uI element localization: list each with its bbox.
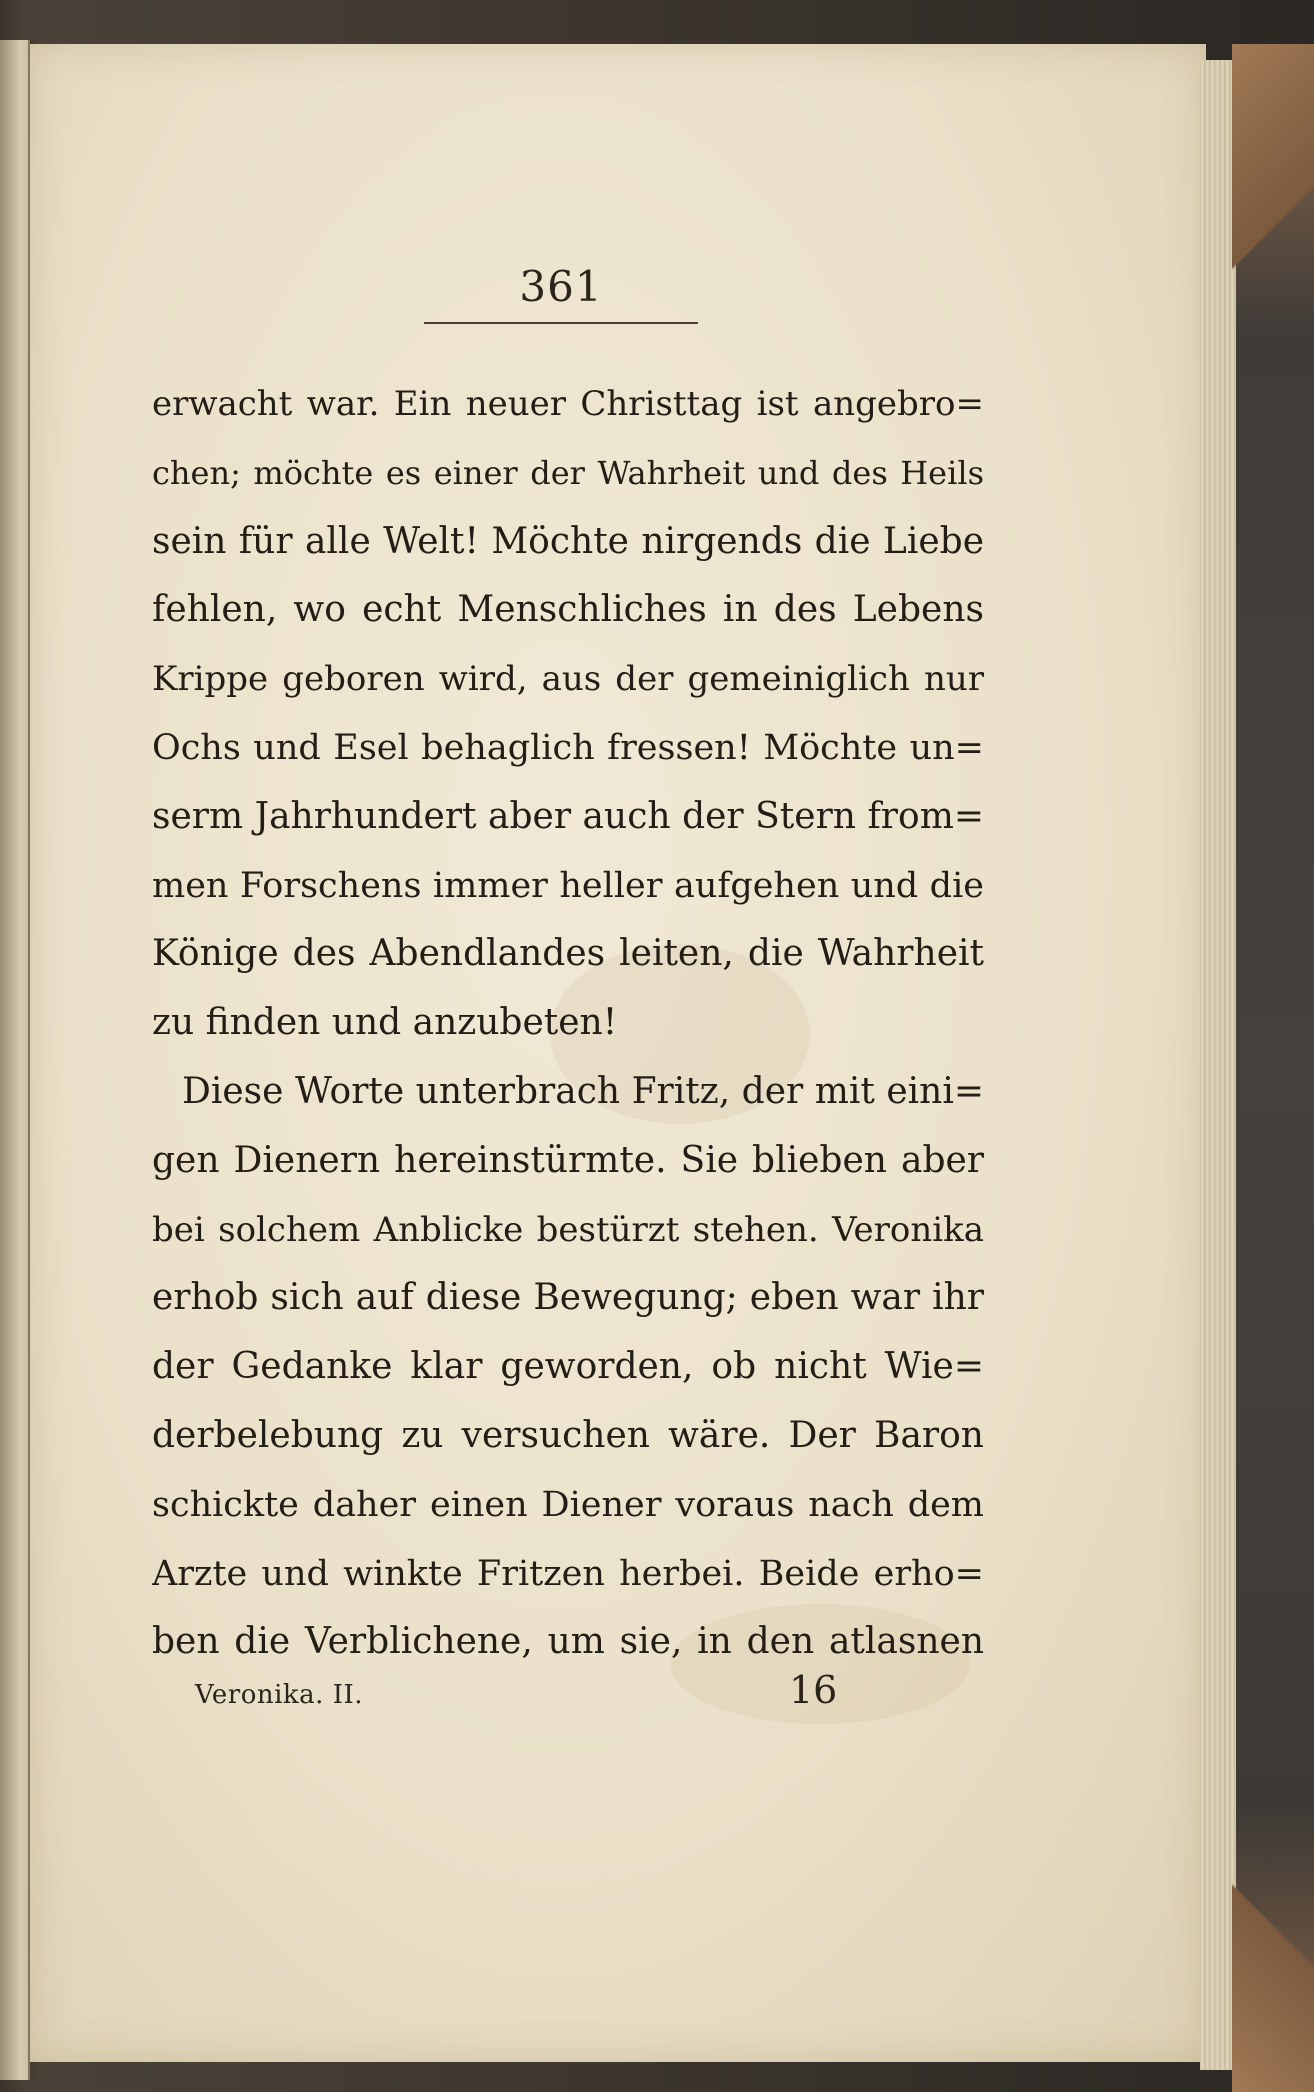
header-rule — [424, 322, 698, 324]
text-line: erwacht war. Ein neuer Christtag ist angebro= — [152, 384, 984, 424]
text-line: Ochs und Esel behaglich fressen! Möchte un= — [152, 727, 984, 768]
text-line: fehlen, wo echt Menschliches in des Lebens — [152, 589, 984, 631]
text-line: erhob sich auf diese Bewegung; eben war ihr — [152, 1277, 984, 1319]
text-line: Könige des Abendlandes leiten, die Wahrheit — [152, 933, 984, 975]
text-line: zu finden und anzubeten! — [152, 1002, 618, 1044]
page-footer — [195, 1666, 838, 1722]
text-line: ben die Verblichene, um sie, in den atlasnen — [152, 1621, 984, 1663]
page-edges — [1200, 60, 1238, 2070]
signature-mark: Veronika. II. — [195, 1680, 364, 1710]
text-line: chen; möchte es einer der Wahrheit und des Heils — [152, 453, 984, 492]
text-line-paragraph-start: Diese Worte unterbrach Fritz, der mit eini= — [182, 1070, 984, 1112]
text-line: Krippe geboren wird, aus der gemeiniglich nur — [152, 659, 984, 700]
cover-corner-leather-bottom — [1232, 1800, 1314, 2092]
body-text — [152, 370, 984, 1677]
text-line: gen Dienern hereinstürmte. Sie blieben aber — [152, 1139, 984, 1181]
book-cover — [1236, 50, 1314, 2092]
page-number: 361 — [519, 262, 603, 311]
text-line: Arzte und winkte Fritzen herbei. Beide erho= — [152, 1553, 984, 1594]
text-line: men Forschens immer heller aufgehen und die — [152, 865, 984, 906]
previous-page-edge — [0, 40, 30, 2080]
cover-corner-leather-top — [1232, 44, 1314, 334]
text-line: derbelebung zu versuchen wäre. Der Baron — [152, 1414, 984, 1456]
text-line: schickte daher einen Diener voraus nach dem — [152, 1484, 984, 1525]
text-line: sein für alle Welt! Möchte nirgends die Liebe — [152, 520, 984, 562]
text-line: serm Jahrhundert aber auch der Stern from= — [152, 795, 984, 837]
text-line: bei solchem Anblicke bestürzt stehen. Veronika — [152, 1209, 984, 1250]
sheet-number: 16 — [789, 1668, 838, 1712]
text-line: der Gedanke klar geworden, ob nicht Wie= — [152, 1346, 984, 1388]
